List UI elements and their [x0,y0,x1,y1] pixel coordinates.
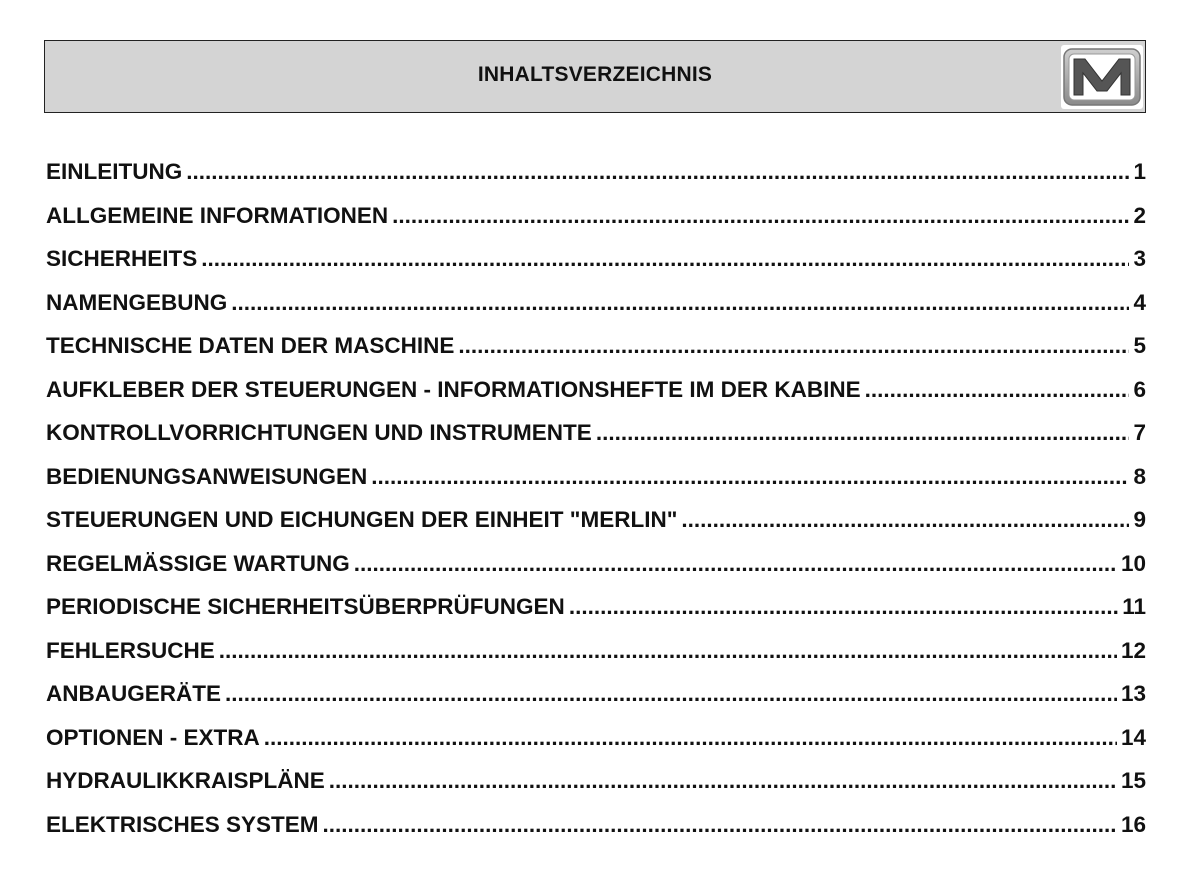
toc-entry[interactable] [46,629,1146,673]
toc-dot-leader [231,281,1129,325]
toc-entry-title: PERIODISCHE SICHERHEITSÜBERPRÜFUNGEN [46,594,565,619]
toc-entry[interactable] [46,585,1146,629]
toc-entry-page-number: 7 [1133,420,1146,445]
toc-dot-leader [371,455,1129,499]
toc-entry-page-number: 2 [1133,202,1146,228]
toc-entry-title: AUFKLEBER DER STEUERUNGEN - INFORMATIONSHEFTE IM DER KABINE [46,376,861,402]
toc-entry-page-number: 3 [1133,246,1146,271]
toc-dot-leader [681,498,1129,542]
table-of-contents [46,150,1146,846]
toc-entry[interactable] [46,411,1146,455]
toc-entry-page-number: 4 [1133,289,1146,315]
toc-entry[interactable] [46,324,1146,368]
toc-entry-page-number: 13 [1120,681,1146,706]
toc-dot-leader [458,324,1129,368]
toc-entry[interactable] [46,368,1146,412]
toc-entry-title: BEDIENUNGSANWEISUNGEN [46,463,368,489]
toc-entry-page-number: 10 [1120,550,1146,576]
toc-entry-title: KONTROLLVORRICHTUNGEN UND INSTRUMENTE [46,420,592,445]
toc-entry[interactable] [46,542,1146,586]
toc-dot-leader [186,150,1129,194]
toc-entry-title: ANBAUGERÄTE [46,681,222,706]
toc-dot-leader [264,716,1117,760]
toc-entry-title: HYDRAULIKKRAISPLÄNE [46,768,325,793]
toc-entry[interactable] [46,194,1146,238]
toc-entry-title: REGELMÄSSIGE WARTUNG [46,550,350,576]
toc-header [44,40,1146,113]
toc-entry-page-number: 11 [1122,594,1146,619]
toc-dot-leader [219,629,1117,673]
toc-dot-leader [323,803,1117,847]
toc-entry-page-number: 6 [1133,376,1146,402]
toc-entry-page-number: 16 [1120,811,1146,837]
toc-entry[interactable] [46,759,1146,803]
toc-entry-page-number: 15 [1120,768,1146,793]
toc-dot-leader [225,672,1117,716]
toc-entry[interactable] [46,803,1146,847]
toc-entry[interactable] [46,716,1146,760]
toc-entry-title: ELEKTRISCHES SYSTEM [46,811,319,837]
toc-entry[interactable] [46,672,1146,716]
toc-dot-leader [329,759,1117,803]
toc-entry-page-number: 9 [1133,507,1146,532]
toc-entry-page-number: 8 [1133,463,1146,489]
toc-dot-leader [865,368,1130,412]
toc-entry[interactable] [46,150,1146,194]
toc-dot-leader [569,585,1118,629]
toc-entry-title: STEUERUNGEN UND EICHUNGEN DER EINHEIT "MERLIN" [46,507,678,532]
toc-dot-leader [596,411,1130,455]
toc-entry[interactable] [46,455,1146,499]
toc-entry[interactable] [46,498,1146,542]
toc-entry[interactable] [46,237,1146,281]
toc-entry-title: SICHERHEITS [46,246,198,271]
toc-entry-title: NAMENGEBUNG [46,289,228,315]
mx-logo-icon [1061,45,1143,109]
toc-dot-leader [392,194,1129,238]
toc-dot-leader [201,237,1129,281]
toc-entry-page-number: 1 [1133,159,1146,184]
toc-entry-title: ALLGEMEINE INFORMATIONEN [46,202,389,228]
toc-entry[interactable] [46,281,1146,325]
toc-entry-page-number: 5 [1133,333,1146,358]
toc-entry-title: EINLEITUNG [46,159,183,184]
toc-entry-page-number: 12 [1120,637,1146,663]
toc-dot-leader [354,542,1117,586]
toc-entry-title: OPTIONEN - EXTRA [46,724,260,750]
page-title: INHALTSVERZEICHNIS [477,63,713,86]
toc-entry-title: TECHNISCHE DATEN DER MASCHINE [46,333,455,358]
toc-entry-page-number: 14 [1120,724,1146,750]
toc-entry-title: FEHLERSUCHE [46,637,215,663]
